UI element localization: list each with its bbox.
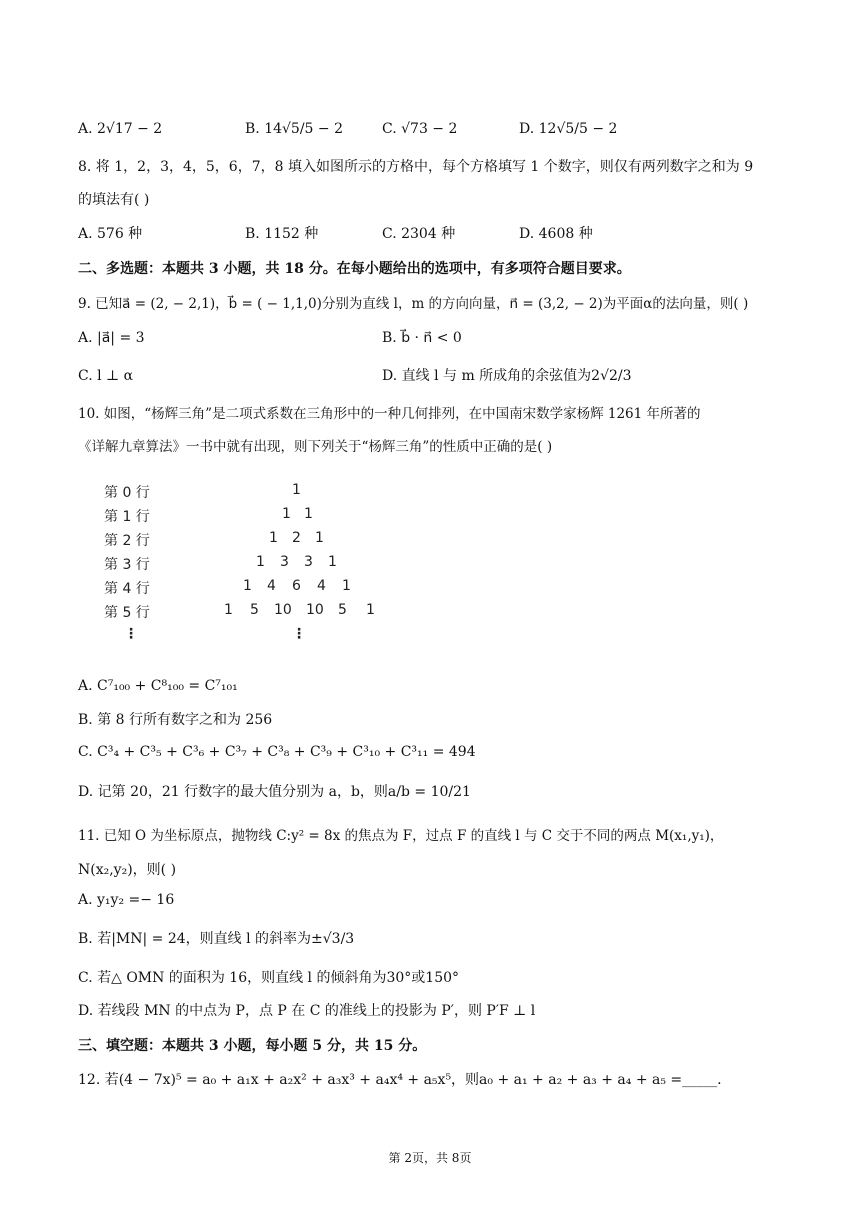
q9-option-c: C. l ⊥ α — [78, 368, 134, 384]
q11-stem-line1: 11. 已知 O 为坐标原点，抛物线 C:y² = 8x 的焦点为 F，过点 F 的直线 l 与 C 交于不同的两点 M(x₁,y₁)， — [78, 828, 724, 844]
yang-hui-triangle-figure — [104, 478, 374, 658]
q10-option-b: B. 第 8 行所有数字之和为 256 — [78, 712, 273, 728]
q11-option-d: D. 若线段 MN 的中点为 P，点 P 在 C 的准线上的投影为 P′，则 P′F ⊥ l — [78, 1003, 536, 1019]
q7-option-b: B. 14√5/5 − 2 — [245, 121, 343, 137]
triangle-number: 2 — [292, 530, 301, 546]
q9-option-b: B. b⃗ · n⃗ < 0 — [382, 330, 462, 346]
triangle-number: 1 — [282, 506, 291, 522]
triangle-number: 1 — [342, 578, 351, 594]
triangle-number: 4 — [317, 578, 326, 594]
triangle-ellipsis-center: ⋮ — [292, 626, 306, 642]
q9-option-d: D. 直线 l 与 m 所成角的余弦值为2√2/3 — [382, 368, 632, 384]
q11-option-c: C. 若△ OMN 的面积为 16，则直线 l 的倾斜角为30°或150° — [78, 970, 460, 986]
triangle-number: 5 — [338, 602, 347, 618]
triangle-ellipsis-left: ⋮ — [124, 626, 138, 642]
q10-stem-line1: 10. 如图，“杨辉三角”是二项式系数在三角形中的一种几何排列，在中国南宋数学家杨辉 1261 年所著的 — [78, 406, 701, 422]
q7-option-c: C. √73 − 2 — [382, 121, 458, 137]
triangle-number: 10 — [274, 602, 292, 618]
q8-option-c: C. 2304 种 — [382, 226, 456, 242]
triangle-number: 1 — [256, 554, 265, 570]
triangle-number: 1 — [292, 482, 301, 498]
triangle-row-label: 第 2 行 — [104, 533, 150, 549]
q8-option-d: D. 4608 种 — [519, 226, 593, 242]
triangle-number: 5 — [250, 602, 259, 618]
q11-stem-line2: N(x₂,y₂)，则( ) — [78, 862, 177, 878]
triangle-number: 10 — [306, 602, 324, 618]
triangle-number: 1 — [366, 602, 375, 618]
triangle-number: 1 — [328, 554, 337, 570]
q8-stem-line2: 的填法有( ) — [78, 192, 150, 208]
q8-stem-line1: 8. 将 1，2，3，4，5，6，7，8 填入如图所示的方格中，每个方格填写 1 个数字，则仅有两列数字之和为 9 — [78, 159, 754, 175]
page-footer: 第 2页，共 8页 — [388, 1151, 472, 1165]
section-2-heading: 二、多选题：本题共 3 小题，共 18 分。在每小题给出的选项中，有多项符合题目要求。 — [78, 261, 631, 277]
q7-option-d: D. 12√5/5 − 2 — [519, 121, 618, 137]
q8-option-a: A. 576 种 — [78, 226, 143, 242]
triangle-row-label: 第 5 行 — [104, 605, 150, 621]
q11-option-b: B. 若|MN| = 24，则直线 l 的斜率为±√3/3 — [78, 931, 355, 947]
triangle-number: 6 — [292, 578, 301, 594]
q10-option-d: D. 记第 20，21 行数字的最大值分别为 a，b，则a/b = 10/21 — [78, 784, 471, 800]
q7-option-a: A. 2√17 − 2 — [78, 121, 163, 137]
triangle-number: 1 — [224, 602, 233, 618]
triangle-number: 1 — [243, 578, 252, 594]
triangle-row-label: 第 4 行 — [104, 581, 150, 597]
q10-stem-line2: 《详解九章算法》一书中就有出现，则下列关于“杨辉三角”的性质中正确的是( ) — [78, 439, 553, 455]
triangle-number: 1 — [269, 530, 278, 546]
q8-option-b: B. 1152 种 — [245, 226, 319, 242]
triangle-number: 1 — [315, 530, 324, 546]
q10-option-a: A. C⁷₁₀₀ + C⁸₁₀₀ = C⁷₁₀₁ — [78, 678, 238, 694]
triangle-number: 4 — [267, 578, 276, 594]
triangle-number: 1 — [304, 506, 313, 522]
section-3-heading: 三、填空题：本题共 3 小题，每小题 5 分，共 15 分。 — [78, 1038, 427, 1054]
triangle-number: 3 — [280, 554, 289, 570]
q9-option-a: A. |a⃗| = 3 — [78, 330, 145, 346]
triangle-row-label: 第 3 行 — [104, 557, 150, 573]
q9-stem: 9. 已知a⃗ = (2, − 2,1)，b⃗ = ( − 1,1,0)分别为直线 l，m 的方向向量，n⃗ = (3,2, − 2)为平面α的法向量，则( ) — [78, 296, 749, 312]
triangle-row-label: 第 1 行 — [104, 509, 150, 525]
triangle-number: 3 — [304, 554, 313, 570]
q10-option-c: C. C³₄ + C³₅ + C³₆ + C³₇ + C³₈ + C³₉ + C³₁₀ + C³₁₁ = 494 — [78, 744, 476, 760]
q11-option-a: A. y₁y₂ =− 16 — [78, 892, 175, 908]
q12-stem: 12. 若(4 − 7x)⁵ = a₀ + a₁x + a₂x² + a₃x³ + a₄x⁴ + a₅x⁵，则a₀ + a₁ + a₂ + a₃ + a₄ + a₅ =_____. — [78, 1072, 722, 1088]
triangle-row-label: 第 0 行 — [104, 485, 150, 501]
